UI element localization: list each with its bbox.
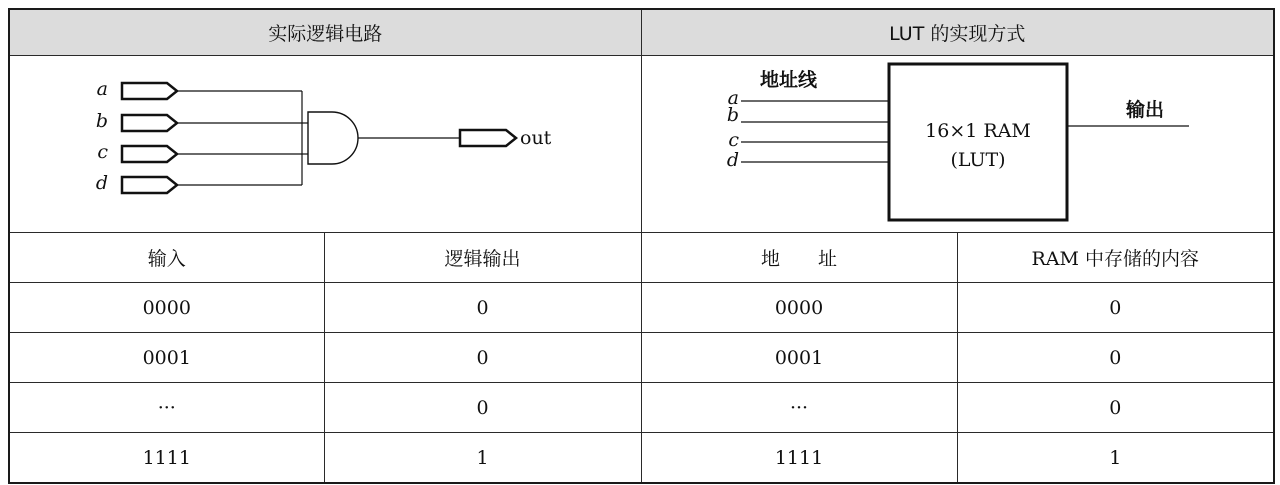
header-actual-logic-circuit: 实际逻辑电路 [9, 9, 641, 56]
input-port-b [96, 110, 302, 132]
input-connector-b [122, 115, 177, 131]
cell-address: 1111 [641, 433, 957, 484]
input-connector-a [122, 83, 177, 99]
input-connector-c [122, 146, 177, 162]
table-row [9, 383, 1274, 433]
cell-logic-output: 1 [324, 433, 641, 484]
cell-address: 0000 [641, 283, 957, 333]
and-gate [308, 112, 358, 164]
diagram-row [9, 56, 1274, 233]
address-input-c: c [727, 129, 739, 151]
output-connector [460, 130, 516, 146]
input-label-c: c [97, 141, 109, 163]
header-lut-implementation: LUT 的实现方式 [641, 9, 1274, 56]
table-row [9, 333, 1274, 383]
address-lines [726, 87, 888, 171]
lut-comparison-table [8, 8, 1275, 484]
cell-ram-contents: 0 [957, 333, 1274, 383]
column-header-input: 输入 [9, 233, 324, 283]
column-header-row [9, 233, 1274, 283]
table-row [9, 433, 1274, 484]
cell-logic-output: 0 [324, 283, 641, 333]
input-connector-d [122, 177, 177, 193]
cell-input: 1111 [9, 433, 324, 484]
cell-input: 0001 [9, 333, 324, 383]
cell-logic-output: 0 [324, 383, 641, 433]
cell-ram-contents: 0 [957, 283, 1274, 333]
output-label: out [520, 127, 552, 149]
address-input-a: a [727, 87, 739, 109]
input-port-a [97, 78, 302, 100]
cell-input: 0000 [9, 283, 324, 333]
input-port-d [96, 172, 302, 194]
column-header-ram-contents: RAM 中存储的内容 [957, 233, 1274, 283]
input-label-d: d [96, 172, 109, 194]
lut-diagram-cell [641, 56, 1274, 233]
lut-ram-diagram [642, 56, 1275, 232]
cell-logic-output: 0 [324, 333, 641, 383]
ram-block [889, 64, 1067, 220]
ram-block-title: 16×1 RAM [924, 120, 1031, 142]
and-gate-circuit-diagram [10, 56, 640, 232]
column-header-address: 地 址 [641, 233, 957, 283]
logic-circuit-cell [9, 56, 641, 233]
cell-ram-contents: 1 [957, 433, 1274, 484]
input-label-a: a [96, 78, 109, 100]
input-label-b: b [96, 110, 109, 132]
section-header-row [9, 9, 1274, 56]
address-input-b: b [726, 104, 739, 126]
cell-ram-contents: 0 [957, 383, 1274, 433]
address-lines-label: 地址线 [759, 69, 817, 91]
cell-address: 0001 [641, 333, 957, 383]
table-row [9, 283, 1274, 333]
lut-output-label: 输出 [1125, 99, 1164, 121]
cell-address: ··· [641, 383, 957, 433]
ram-block-subtitle: (LUT) [949, 149, 1006, 171]
input-port-c [98, 141, 303, 163]
address-input-d: d [726, 149, 739, 171]
column-header-logic-output: 逻辑输出 [324, 233, 641, 283]
cell-input: ··· [9, 383, 324, 433]
